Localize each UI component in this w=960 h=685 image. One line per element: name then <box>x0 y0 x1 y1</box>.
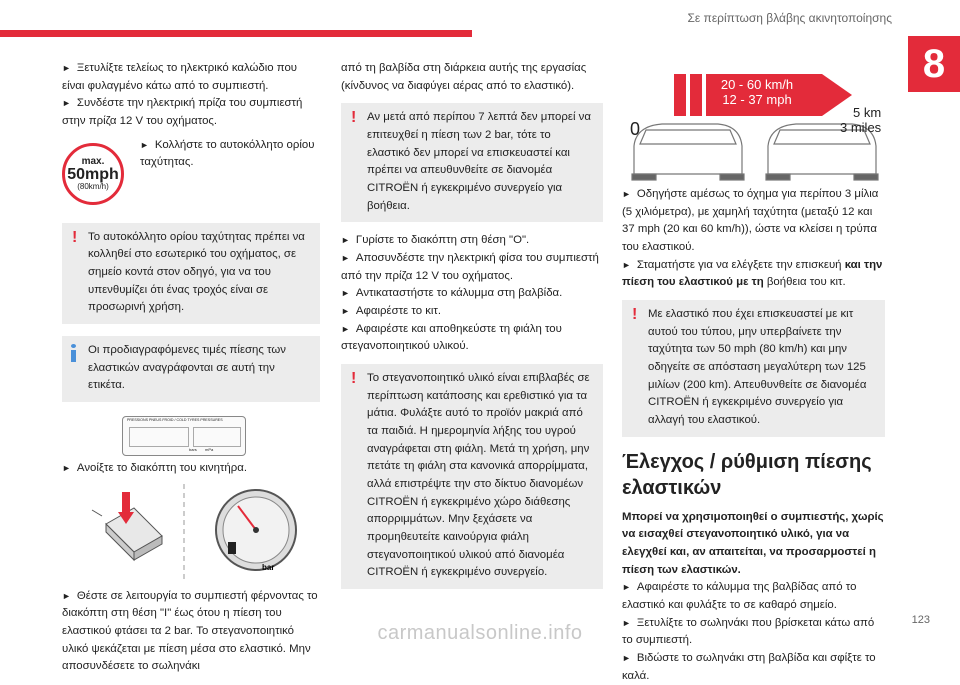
step-disconnect: ► Αποσυνδέστε την ηλεκτρική φίσα του συμπιεστή από την πρίζα 12 V του οχήματος. <box>341 250 603 285</box>
warning-icon: ! <box>632 306 638 324</box>
step-screw-hose: ► Βιδώστε το σωληνάκι στη βαλβίδα και σφίξτε το καλά. <box>622 650 885 685</box>
compressor-switch-gauge-svg <box>62 484 320 580</box>
info-note-label <box>62 336 320 402</box>
gauge-unit-label: bar <box>262 562 275 572</box>
continuation-text: από τη βαλβίδα στη διάρκεια αυτής της εργασίας (κίνδυνος να διαφύγει αέρας από το ελαστικό). <box>341 62 587 92</box>
check-text-2: βοήθεια του κιτ. <box>763 276 846 289</box>
switch-illustration <box>92 492 162 560</box>
speed-range-label <box>712 78 802 108</box>
step-store-bottle: ► Αφαιρέστε και αποθηκεύστε τη φιάλη του στεγανοποιητικού υλικού. <box>341 321 603 356</box>
warning-icon: ! <box>72 228 78 246</box>
info-icon <box>71 344 76 362</box>
pressure-gauge-icon <box>216 490 296 572</box>
column-3 <box>622 60 885 685</box>
chapter-number: 8 <box>908 36 960 92</box>
step-remove-kit: ► Αφαιρέστε το κιτ. <box>341 303 603 321</box>
step-unroll-cable: ► Ξετυλίξτε τελείως το ηλεκτρικό καλώδιο που είναι φυλαγμένο κάτω από το συμπιεστή. <box>62 60 320 95</box>
step-switch-off: ► Γυρίστε το διακόπτη στη θέση "O". <box>341 232 603 250</box>
step-start-compressor: ► Θέστε σε λειτουργία το συμπιεστή φέρνοντας το διακόπτη στη θέση "I" έως ότου η πίεση του ελαστικού φτάσει τα 2 bar. Το στεγανοποιητικό υλικό ψεκάζεται με πίεση μέσα στο ελαστικό. Μην αποσυνδέσετε το σωληνάκι <box>62 588 320 676</box>
distance-km: 5 km <box>853 105 882 120</box>
distance-miles: 3 miles <box>840 119 882 135</box>
sign-kmh: (80km/h) <box>77 181 109 191</box>
info-note-text: Οι προδιαγραφόμενες τιμές πίεσης των ελαστικών αναγράφονται σε αυτή την ετικέτα. <box>88 344 286 392</box>
warning-note-sealant <box>341 364 603 589</box>
section-intro: Μπορεί να χρησιμοποιηθεί ο συμπιεστής, χωρίς να εισαχθεί στεγανοποιητικό υλικό, για να ελεγχθεί και, αν απαιτείται, να προσαρμοστεί η πίεση των ελαστικών. <box>622 510 884 576</box>
check-text-bold: και την πίεση του ελαστικού με τη <box>622 258 883 289</box>
step-remove-valve-cap: ► Αφαιρέστε το κάλυμμα της βαλβίδας από το ελαστικό και φυλάξτε το σε καθαρό σημείο. <box>622 579 885 614</box>
header-red-bar <box>0 30 472 37</box>
step-check-repair <box>622 257 885 292</box>
step-ignition-on: ► Ανοίξτε το διακόπτη του κινητήρα. <box>62 460 320 478</box>
speed-sign-icon <box>62 143 124 205</box>
section-heading: Έλεγχος / ρύθμιση πίεσης ελαστικών <box>622 450 872 499</box>
compressor-illustration <box>62 484 320 580</box>
warning-note-text: Το αυτοκόλλητο ορίου ταχύτητας πρέπει να κολληθεί στο εσωτερικό του οχήματος, σε σημείο κοντά στον οδηγό, για να του υπενθυμίζει ότι ένας τροχός είναι σε προσωρινή χρήση. <box>88 230 305 314</box>
sign-mph: 50mph <box>67 165 119 183</box>
speed-sticker-row <box>62 137 320 209</box>
step-drive-slowly: ► Οδηγήστε αμέσως το όχημα για περίπου 3 μίλια (5 χιλιόμετρα), με χαμηλή ταχύτητα (μεταξύ 12 και 37 mph (20 και 60 km/h)), ώστε να κλείσει η τρύπα του ελαστικού. <box>622 186 885 257</box>
check-text-1: Σταματήστε για να ελέγξετε την επισκευή <box>636 258 845 271</box>
tyre-pressure-label-image <box>122 416 246 456</box>
step-stick-sticker: ► Κολλήστε το αυτοκόλλητο ορίου ταχύτητας. <box>140 137 316 209</box>
drive-distance-illustration <box>622 66 885 182</box>
warning-note-text: Το στεγανοποιητικό υλικό είναι επιβλαβές σε περίπτωση κατάποσης και ερεθιστικό για τα μάτια. Φυλάξτε αυτό το προϊόν μακριά από τα παιδιά. Η ημερομηνία λήξης του υγρού αναγράφεται στη φιάλη. Μετά τη χρήση, μην πετάτε τη φιάλη στα κανονικά απορρίμματα, αλλά επιστρέψτε την στο δίκτυο διανομέων CITROËN ή εγκεκριμένο χώρο διάθεσης απορριμμάτων. Μην ξεχάσετε να προμηθευτείτε καινούργια φιάλη στεγανοποιητικού υλικού από διανομέα CITROËN ή εγκεκριμένο συνεργείο. <box>367 372 590 579</box>
watermark: carmanualsonline.info <box>377 622 583 644</box>
column-1 <box>62 60 320 676</box>
sign-max: max. <box>81 155 105 167</box>
warning-icon: ! <box>351 109 357 127</box>
warning-note-text: Με ελαστικό που έχει επισκευαστεί με κιτ αυτού του τύπου, μην υπερβαίνετε την ταχύτητα των 50 mph (80 km/h) και μην οδηγείτε σε απόσταση μεγαλύτερη των 125 μιλίων (200 km). Απευθυνθείτε σε διανομέα CITROËN ή εγκεκριμένο συνεργείο για αλλαγή του ελαστικού. <box>648 308 867 427</box>
label-car-outline <box>129 427 189 447</box>
label-value-box <box>193 427 241 447</box>
column-2 <box>341 60 603 597</box>
speed-mph: 12 - 37 mph <box>722 91 792 107</box>
distance-end <box>840 106 881 136</box>
label-unit-bar: bars <box>189 447 197 453</box>
warning-note-text: Αν μετά από περίπου 7 λεπτά δεν μπορεί να επιτευχθεί η πίεση των 2 bar, τότε το ελαστικό δεν μπορεί να επισκευαστεί και πρέπει να απευθυνθείτε σε διανομέα CITROËN ή εγκεκριμένο συνεργείο για βοήθεια. <box>367 111 591 212</box>
label-unit-mpa: mPa <box>205 447 214 453</box>
step-list <box>341 232 603 356</box>
step-unroll-hose: ► Ξετυλίξτε το σωληνάκι που βρίσκεται κάτω από το συμπιεστή. <box>622 615 885 650</box>
page-header-title: Σε περίπτωση βλάβης ακινητοποίησης <box>687 11 892 25</box>
warning-note-speed-limit <box>622 300 885 437</box>
label-caption: PRESSIONS PNEUS FROID / COLD TYRES PRESSURES <box>127 418 223 423</box>
speed-kmh: 20 - 60 km/h <box>720 77 794 92</box>
page-number: 123 <box>911 614 930 626</box>
drive-steps <box>622 186 885 292</box>
warning-note-7min <box>341 103 603 222</box>
distance-start: 0 <box>630 119 641 139</box>
step-connect-plug: ► Συνδέστε την ηλεκτρική πρίζα του συμπιεστή στην πρίζα 12 V του οχήματος. <box>62 95 320 130</box>
warning-note-sticker <box>62 223 320 324</box>
warning-icon: ! <box>351 370 357 388</box>
speed-limit-sticker <box>62 143 128 209</box>
step-replace-cap: ► Αντικαταστήστε το κάλυμμα στη βαλβίδα. <box>341 285 603 303</box>
